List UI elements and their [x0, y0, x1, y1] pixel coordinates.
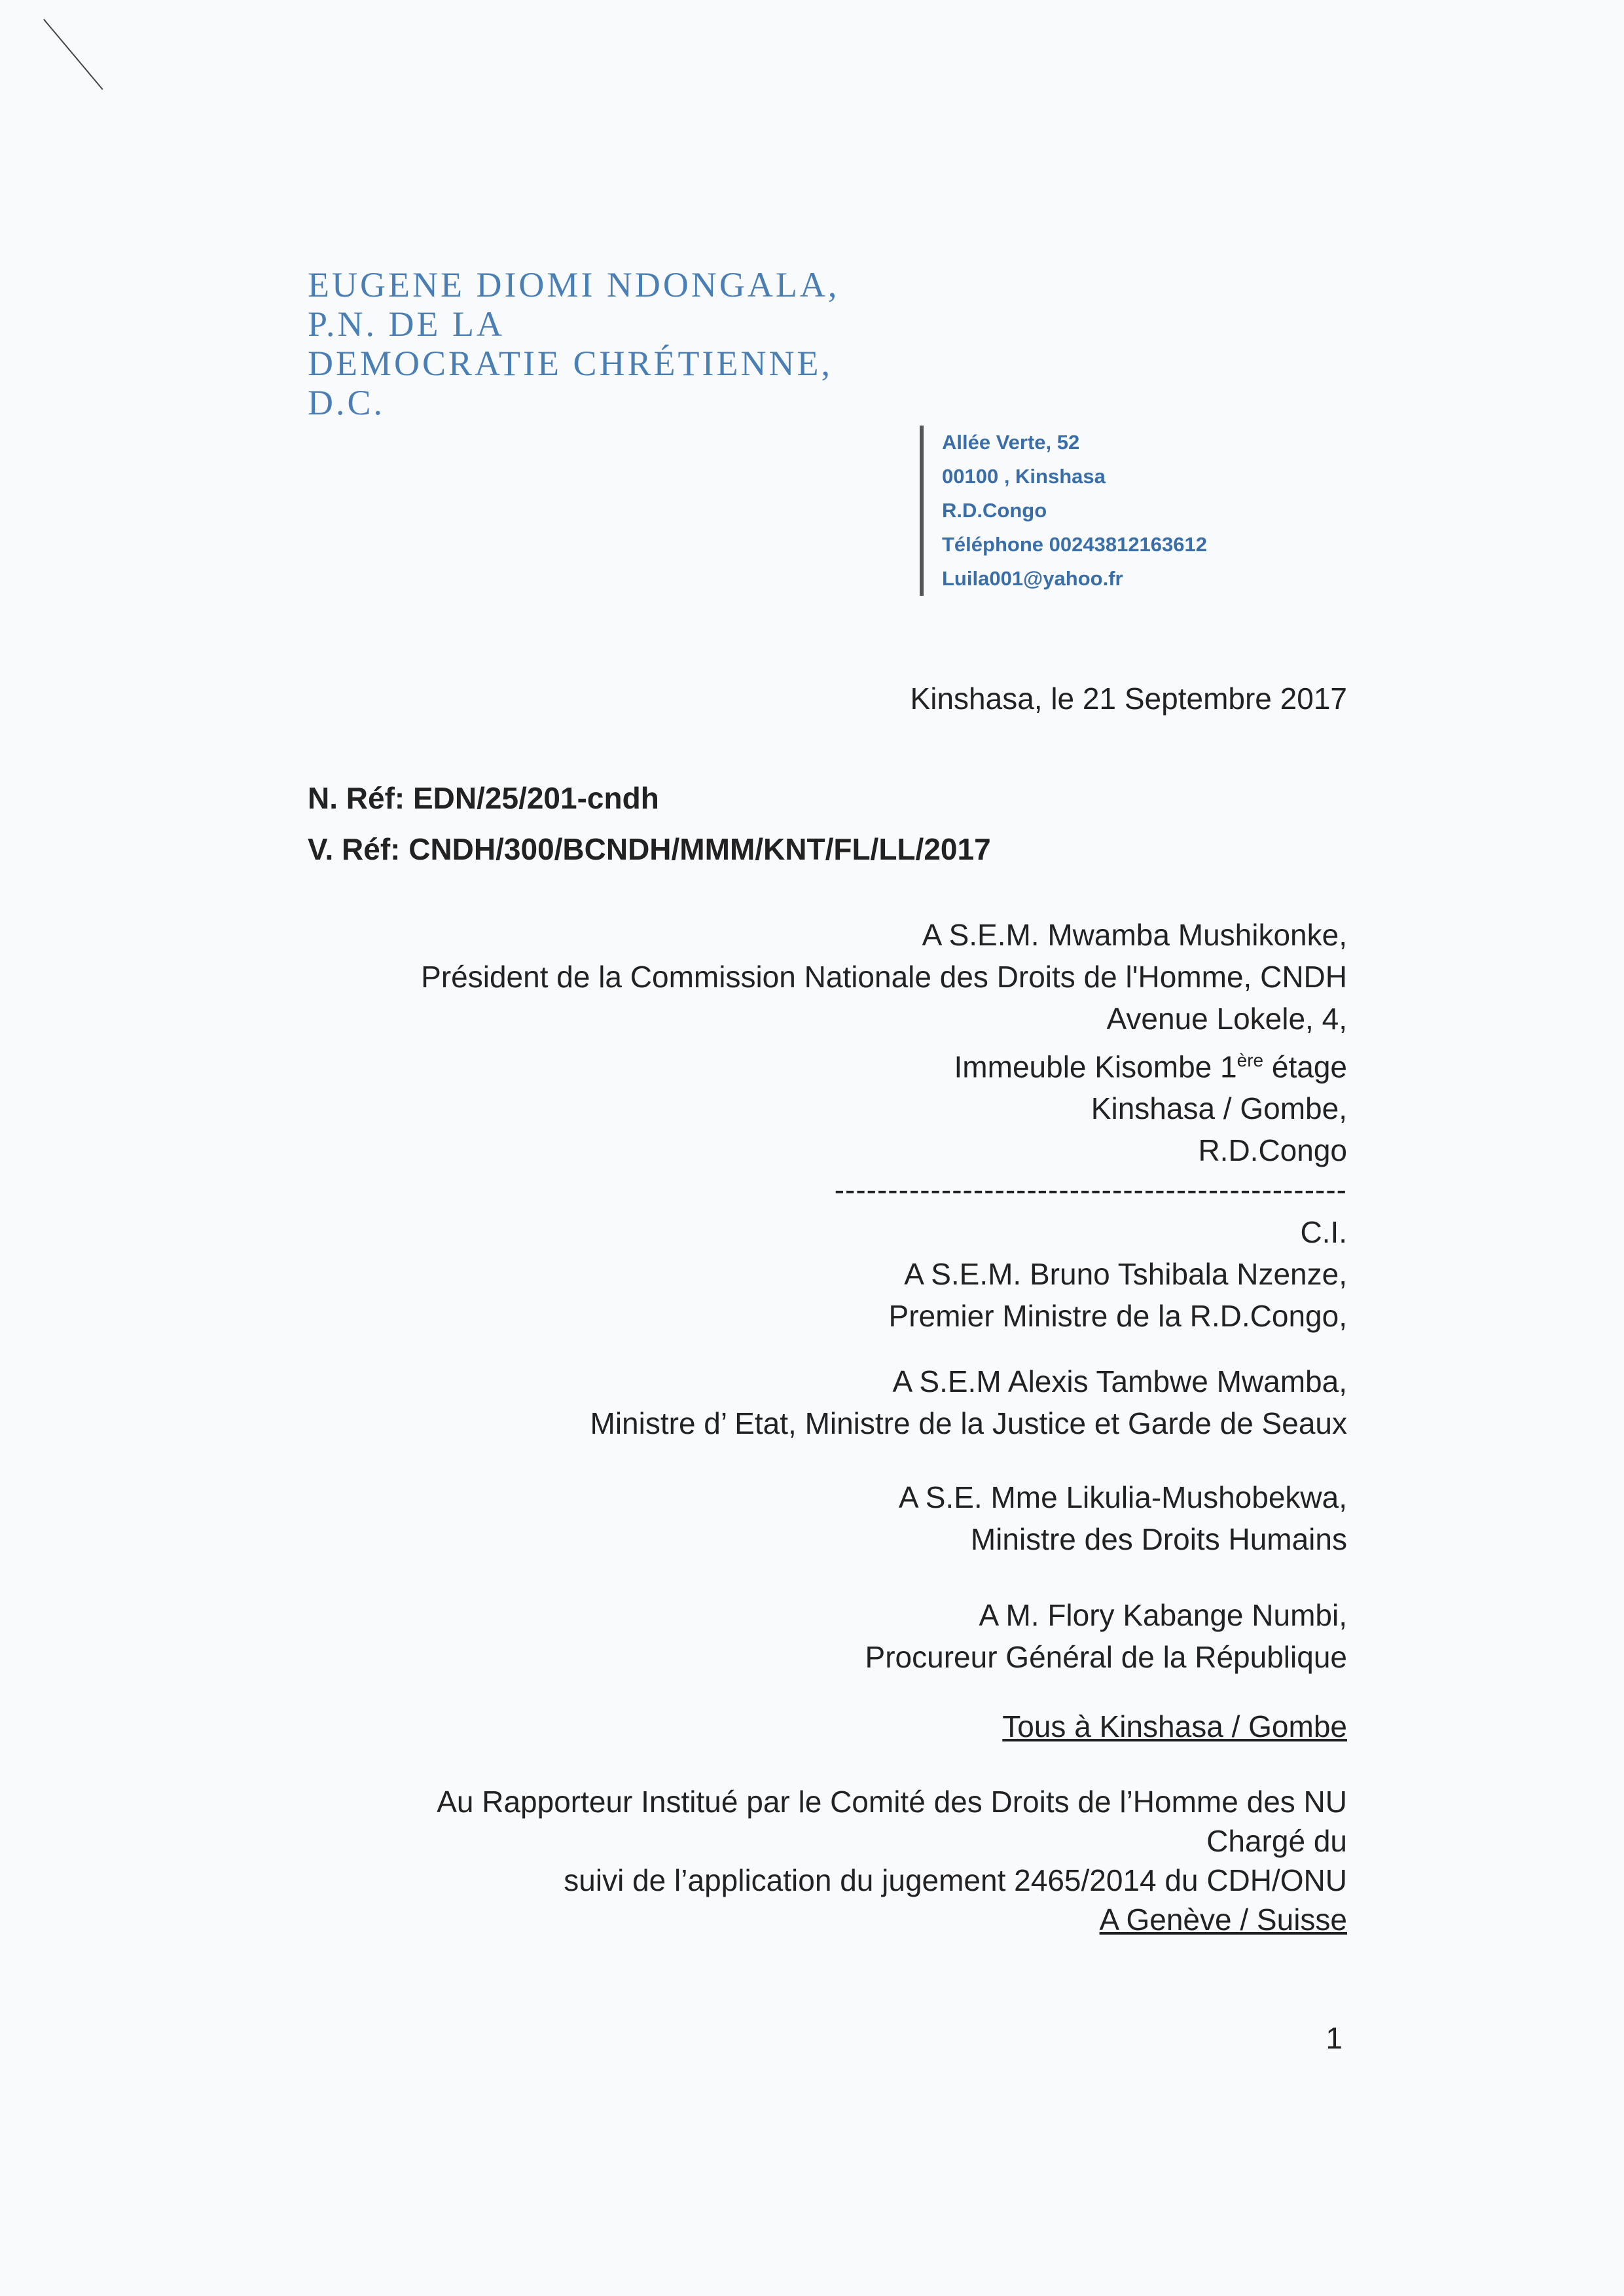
rapporteur-line: Chargé du	[1206, 1824, 1347, 1858]
cc-entry	[889, 1211, 1347, 1337]
cc-name: A S.E. Mme Likulia-Mushobekwa,	[898, 1480, 1347, 1514]
recipient-line: Président de la Commission Nationale des Droits de l'Homme, CNDH	[421, 960, 1347, 994]
letterhead-org-name	[308, 265, 839, 422]
stray-pen-mark	[43, 19, 103, 90]
org-line: P.N. DE LA	[308, 304, 505, 344]
address-postal-city: 00100 , Kinshasa	[942, 465, 1106, 488]
your-reference: V. Réf: CNDH/300/BCNDH/MMM/KNT/FL/LL/2017	[308, 832, 991, 866]
recipient-line: R.D.Congo	[1198, 1133, 1347, 1168]
rapporteur-line: Au Rapporteur Institué par le Comité des Droits de l’Homme des NU	[437, 1785, 1347, 1819]
address-phone: Téléphone 00243812163612	[942, 533, 1207, 556]
recipient-line: Kinshasa / Gombe,	[1091, 1091, 1347, 1126]
address-email: Luila001@yahoo.fr	[942, 567, 1123, 590]
cc-entry	[899, 1476, 1347, 1560]
page-number: 1	[1326, 2021, 1343, 2055]
address-street: Allée Verte, 52	[942, 431, 1080, 454]
rapporteur-address	[437, 1782, 1347, 1939]
cc-title: Procureur Général de la République	[865, 1640, 1347, 1674]
recipient-line: A S.E.M. Mwamba Mushikonke,	[922, 918, 1347, 952]
org-line: EUGENE DIOMI NDONGALA,	[308, 265, 840, 304]
cc-name: A S.E.M Alexis Tambwe Mwamba,	[892, 1364, 1347, 1398]
recipient-line: Immeuble Kisombe 1ère étage	[954, 1049, 1347, 1084]
cc-title: Ministre d’ Etat, Ministre de la Justice et Garde de Seaux	[590, 1406, 1347, 1440]
divider-line: ------------------------------------------------	[834, 1173, 1347, 1207]
references	[308, 773, 991, 875]
org-line: D.C.	[308, 383, 386, 422]
cc-entry	[865, 1594, 1347, 1678]
date-line: Kinshasa, le 21 Septembre 2017	[910, 682, 1347, 716]
rapporteur-line: suivi de l’application du jugement 2465/2014 du CDH/ONU	[564, 1863, 1347, 1897]
cc-title: Ministre des Droits Humains	[970, 1522, 1347, 1556]
cc-name: A M. Flory Kabange Numbi,	[979, 1598, 1347, 1632]
cc-title: Premier Ministre de la R.D.Congo,	[888, 1299, 1347, 1333]
letterhead-address	[920, 426, 1207, 596]
cc-entry	[590, 1360, 1348, 1444]
cc-label: C.I.	[1300, 1215, 1347, 1249]
all-in-kinshasa: Tous à Kinshasa / Gombe	[1002, 1709, 1347, 1743]
our-reference: N. Réf: EDN/25/201-cndh	[308, 781, 659, 815]
cc-name: A S.E.M. Bruno Tshibala Nzenze,	[904, 1257, 1347, 1291]
rapporteur-location: A Genève / Suisse	[1099, 1903, 1347, 1937]
recipient-line: Avenue Lokele, 4,	[1106, 1002, 1347, 1036]
org-line: DEMOCRATIE CHRÉTIENNE,	[308, 344, 833, 383]
address-country: R.D.Congo	[942, 499, 1047, 522]
recipient-address	[421, 914, 1347, 1171]
